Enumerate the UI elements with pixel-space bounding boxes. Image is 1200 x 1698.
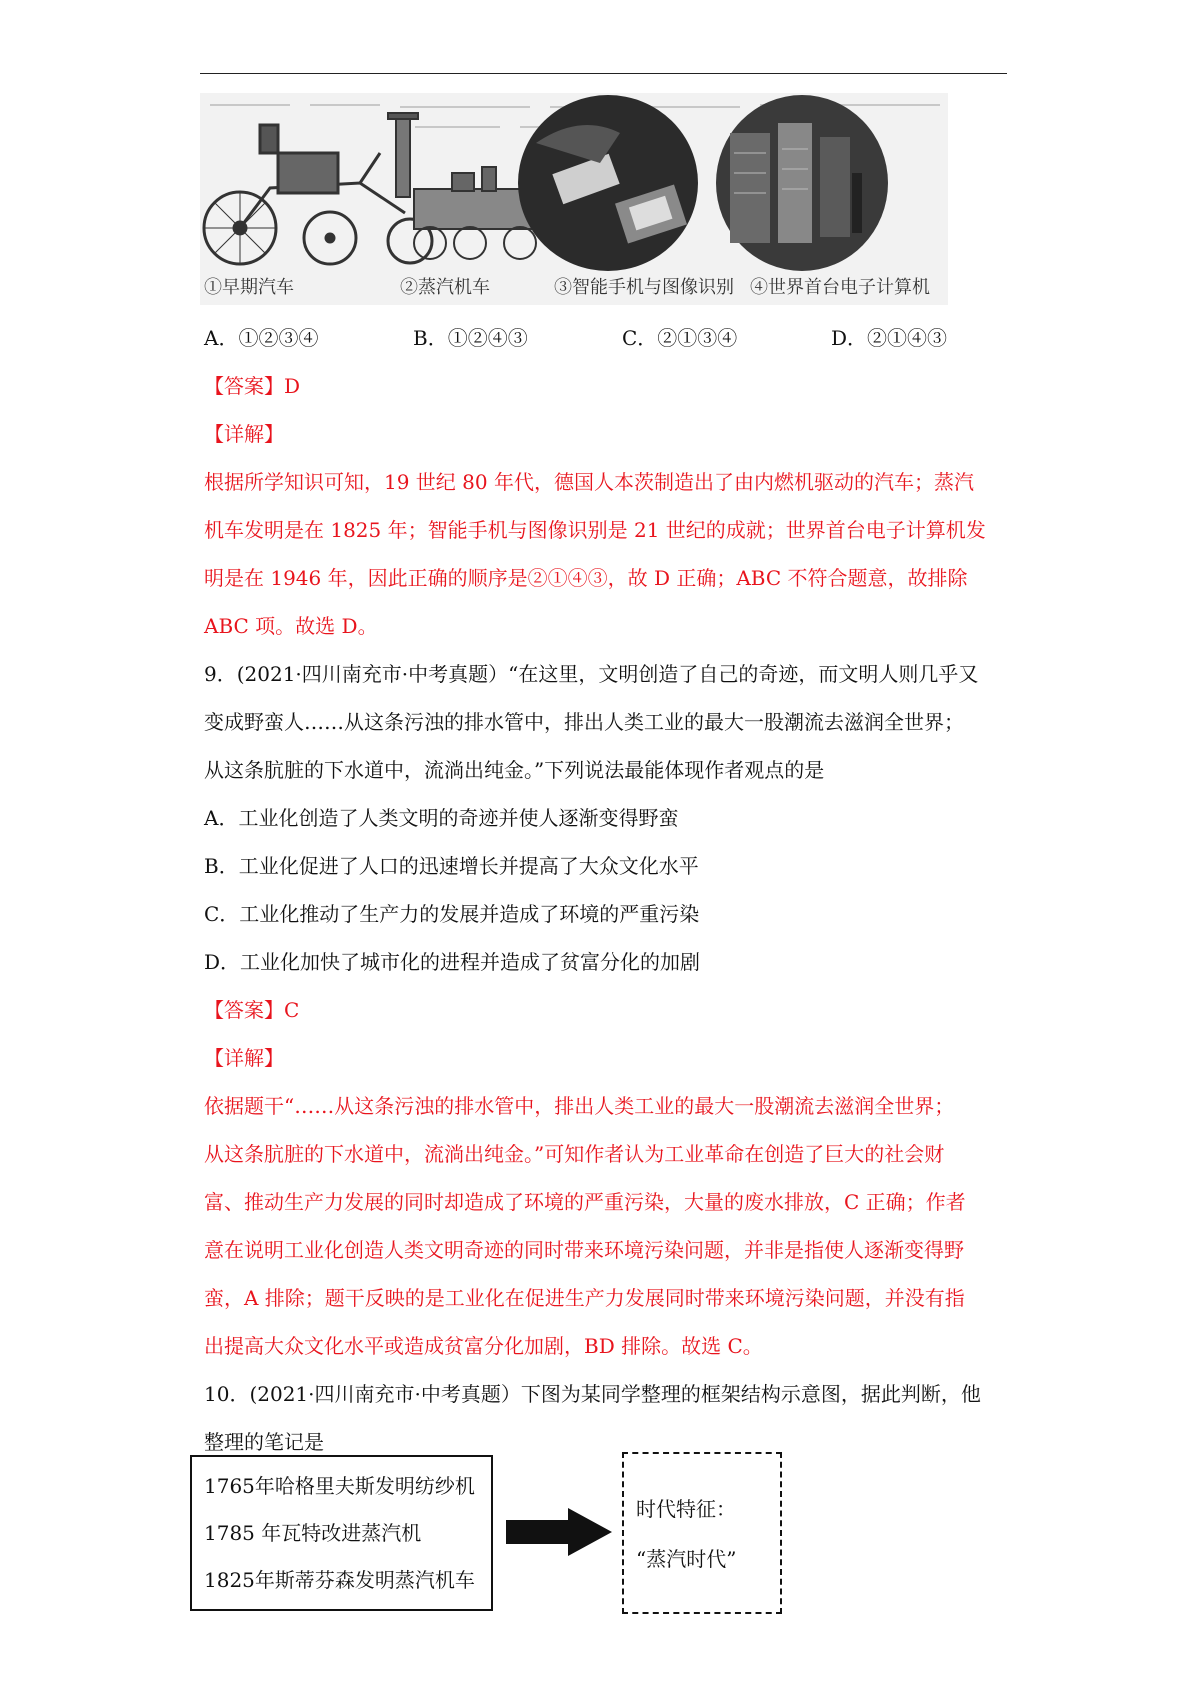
q9-answer-value: C: [284, 998, 300, 1022]
q9-stem-line-3: 从这条肮脏的下水道中，流淌出纯金。”下列说法最能体现作者观点的是: [204, 758, 825, 782]
q8-answer-tag: 【答案】: [204, 374, 284, 398]
right-box-line-2: “蒸汽时代”: [636, 1547, 737, 1571]
q8-option-d: D．②①④③: [831, 326, 948, 350]
left-box-line-3: 1825年斯蒂芬森发明蒸汽机车: [204, 1568, 475, 1592]
right-box-line-1: 时代特征：: [636, 1497, 736, 1521]
q8-detail-line-4: ABC 项。故选 D。: [204, 614, 378, 638]
q8-option-c: C．②①③④: [622, 326, 738, 350]
eniac-image: [716, 95, 888, 271]
q9-option-a: A．工业化创造了人类文明的奇迹并使人逐渐变得野蛮: [204, 806, 679, 830]
q9-option-c: C．工业化推动了生产力的发展并造成了环境的严重污染: [204, 902, 700, 926]
q10-stem-line-2: 整理的笔记是: [204, 1430, 324, 1454]
q9-stem-line-1: 9．(2021·四川南充市·中考真题）“在这里，文明创造了自己的奇迹，而文明人则几乎又: [204, 662, 979, 686]
history-figure: [200, 93, 948, 305]
left-box-line-1: 1765年哈格里夫斯发明纺纱机: [204, 1474, 475, 1498]
q10-right-box: [622, 1452, 782, 1614]
q9-detail-line-3: 富、推动生产力发展的同时却造成了环境的严重污染，大量的废水排放，C 正确；作者: [204, 1190, 966, 1214]
q9-detail-tag: 【详解】: [204, 1046, 284, 1070]
caption-3: ③智能手机与图像识别: [554, 277, 734, 298]
q10-left-box: [190, 1455, 493, 1611]
q9-detail-line-6: 出提高大众文化水平或造成贫富分化加剧，BD 排除。故选 C。: [204, 1334, 763, 1358]
header-rule: [200, 73, 1007, 74]
q9-detail-line-1: 依据题干“……从这条污浊的排水管中，排出人类工业的最大一股潮流去滋润全世界；: [204, 1094, 955, 1118]
q9-answer: [204, 994, 299, 1026]
caption-2: ②蒸汽机车: [400, 277, 490, 298]
q8-answer-value: D: [284, 374, 301, 398]
arrow-right-icon: [506, 1508, 612, 1556]
q8-option-a: A．①②③④: [204, 326, 319, 350]
q9-option-b: B．工业化促进了人口的迅速增长并提高了大众文化水平: [204, 854, 699, 878]
q8-detail-line-1: 根据所学知识可知，19 世纪 80 年代，德国人本茨制造出了由内燃机驱动的汽车；蒸汽: [204, 470, 974, 494]
q9-detail-line-4: 意在说明工业化创造人类文明奇迹的同时带来环境污染问题，并非是指使人逐渐变得野: [204, 1238, 964, 1262]
q9-detail-line-5: 蛮，A 排除；题干反映的是工业化在促进生产力发展同时带来环境污染问题，并没有指: [204, 1286, 965, 1310]
left-box-line-2: 1785 年瓦特改进蒸汽机: [204, 1521, 422, 1545]
q9-answer-tag: 【答案】: [204, 998, 284, 1022]
figure-illustrations: [200, 93, 948, 305]
smartphone-image: [518, 95, 698, 271]
q10-stem-line-1: 10．(2021·四川南充市·中考真题）下图为某同学整理的框架结构示意图，据此判断，他: [204, 1382, 981, 1406]
q9-stem-line-2: 变成野蛮人……从这条污浊的排水管中，排出人类工业的最大一股潮流去滋润全世界；: [204, 710, 964, 734]
q8-detail-line-2: 机车发明是在 1825 年；智能手机与图像识别是 21 世纪的成就；世界首台电子计算机发: [204, 518, 986, 542]
q8-detail-line-3: 明是在 1946 年，因此正确的顺序是②①④③，故 D 正确；ABC 不符合题意，故排除: [204, 566, 968, 590]
q8-options: [204, 322, 1004, 354]
q8-detail-tag: 【详解】: [204, 422, 284, 446]
q8-answer: [204, 370, 300, 402]
caption-1: ①早期汽车: [204, 277, 294, 298]
q9-option-d: D．工业化加快了城市化的进程并造成了贫富分化的加剧: [204, 950, 701, 974]
q8-option-b: B．①②④③: [413, 326, 528, 350]
caption-4: ④世界首台电子计算机: [750, 277, 930, 298]
q9-detail-line-2: 从这条肮脏的下水道中，流淌出纯金。”可知作者认为工业革命在创造了巨大的社会财: [204, 1142, 945, 1166]
